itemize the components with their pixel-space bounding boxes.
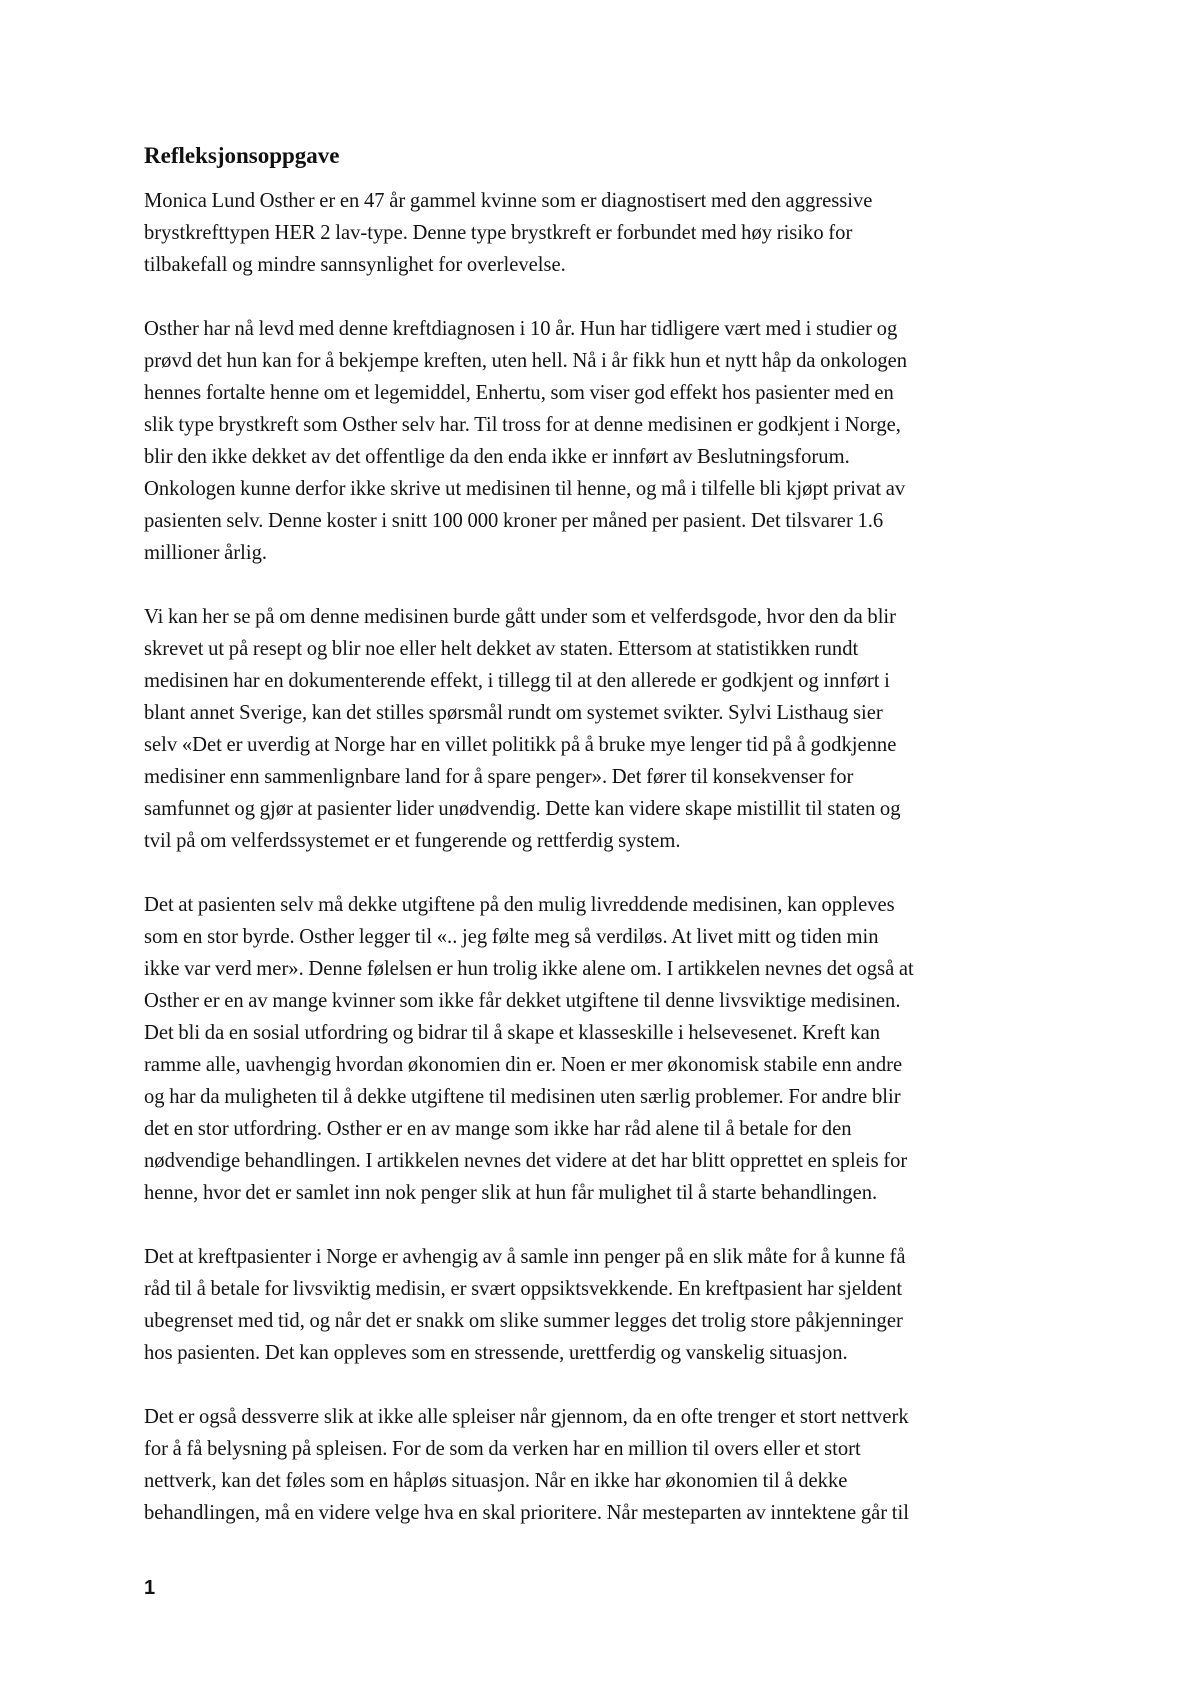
text-line: tilbakefall og mindre sannsynlighet for overlevelse.	[144, 254, 566, 276]
text-line: det en stor utfordring. Osther er en av mange som ikke har råd alene til å betale for den	[144, 1118, 852, 1140]
text-line: for å få belysning på spleisen. For de som da verken har en million til overs eller et stort	[144, 1438, 861, 1460]
paragraph-6	[144, 1401, 1074, 1529]
text-line: ubegrenset med tid, og når det er snakk om slike summer legges det trolig store påkjenninger	[144, 1310, 903, 1332]
text-line: nettverk, kan det føles som en håpløs situasjon. Når en ikke har økonomien til å dekke	[144, 1470, 848, 1492]
text-line: og har da muligheten til å dekke utgiftene til medisinen uten særlig problemer. For andre blir	[144, 1086, 901, 1108]
text-line: blir den ikke dekket av det offentlige da den enda ikke er innført av Beslutningsforum.	[144, 446, 850, 468]
text-line: Det er også dessverre slik at ikke alle spleiser når gjennom, da en ofte trenger et stort nettverk	[144, 1406, 909, 1428]
paragraph-5	[144, 1241, 1074, 1369]
text-line: nødvendige behandlingen. I artikkelen nevnes det videre at det har blitt opprettet en spleis for	[144, 1150, 908, 1172]
text-line: brystkrefttypen HER 2 lav-type. Denne type brystkreft er forbundet med høy risiko for	[144, 222, 853, 244]
text-line: samfunnet og gjør at pasienter lider unødvendig. Dette kan videre skape mistillit til staten og	[144, 798, 901, 820]
text-line: slik type brystkreft som Osther selv har. Til tross for at denne medisinen er godkjent i Norge,	[144, 414, 901, 436]
text-line: råd til å betale for livsviktig medisin, er svært oppsiktsvekkende. En kreftpasient har sjeldent	[144, 1278, 903, 1300]
text-line: pasienten selv. Denne koster i snitt 100 000 kroner per måned per pasient. Det tilsvarer 1.6	[144, 510, 884, 532]
document-body	[144, 140, 1074, 1529]
paragraph-1	[144, 185, 1074, 281]
text-line: Monica Lund Osther er en 47 år gammel kvinne som er diagnostisert med den aggressive	[144, 190, 873, 212]
text-line: henne, hvor det er samlet inn nok penger slik at hun får mulighet til å starte behandlingen.	[144, 1182, 878, 1204]
paragraph-3	[144, 601, 1074, 857]
text-line: som en stor byrde. Osther legger til «.. jeg følte meg så verdiløs. At livet mitt og tiden min	[144, 926, 879, 948]
text-line: Det at pasienten selv må dekke utgiftene på den mulig livreddende medisinen, kan oppleves	[144, 894, 895, 916]
text-line: skrevet ut på resept og blir noe eller helt dekket av staten. Ettersom at statistikken rundt	[144, 638, 859, 660]
paragraph-4	[144, 889, 1074, 1209]
text-line: Onkologen kunne derfor ikke skrive ut medisinen til henne, og må i tilfelle bli kjøpt privat av	[144, 478, 906, 500]
document-title: Refleksjonsoppgave	[144, 143, 340, 168]
text-line: hennes fortalte henne om et legemiddel, Enhertu, som viser god effekt hos pasienter med en	[144, 382, 894, 404]
text-line: medisiner enn sammenlignbare land for å spare penger». Det fører til konsekvenser for	[144, 766, 854, 788]
text-line: prøvd det hun kan for å bekjempe kreften, uten hell. Nå i år fikk hun et nytt håp da onkologen	[144, 350, 908, 372]
text-line: hos pasienten. Det kan oppleves som en stressende, urettferdig og vanskelig situasjon.	[144, 1342, 848, 1364]
text-line: Osther er en av mange kvinner som ikke får dekket utgiftene til denne livsviktige medisinen.	[144, 990, 901, 1012]
text-line: millioner årlig.	[144, 542, 268, 564]
text-line: Osther har nå levd med denne kreftdiagnosen i 10 år. Hun har tidligere vært med i studier og	[144, 318, 898, 340]
text-line: ikke var verd mer». Denne følelsen er hun trolig ikke alene om. I artikkelen nevnes det også at	[144, 958, 914, 980]
text-line: Det at kreftpasienter i Norge er avhengig av å samle inn penger på en slik måte for å kunne få	[144, 1246, 906, 1268]
text-line: behandlingen, må en videre velge hva en skal prioritere. Når mesteparten av inntektene går til	[144, 1502, 909, 1524]
paragraph-2	[144, 313, 1074, 569]
text-line: medisinen har en dokumenterende effekt, i tillegg til at den allerede er godkjent og innført i	[144, 670, 890, 692]
text-line: tvil på om velferdssystemet er et fungerende og rettferdig system.	[144, 830, 681, 852]
text-line: Vi kan her se på om denne medisinen burde gått under som et velferdsgode, hvor den da blir	[144, 606, 897, 628]
text-line: ramme alle, uavhengig hvordan økonomien din er. Noen er mer økonomisk stabile enn andre	[144, 1054, 903, 1076]
page-number: 1	[144, 1577, 156, 1599]
text-line: selv «Det er uverdig at Norge har en villet politikk på å bruke mye lenger tid på å godkjenne	[144, 734, 897, 756]
text-line: Det bli da en sosial utfordring og bidrar til å skape et klasseskille i helsevesenet. Kreft kan	[144, 1022, 881, 1044]
text-line: blant annet Sverige, kan det stilles spørsmål rundt om systemet svikter. Sylvi Listhaug sier	[144, 702, 883, 724]
